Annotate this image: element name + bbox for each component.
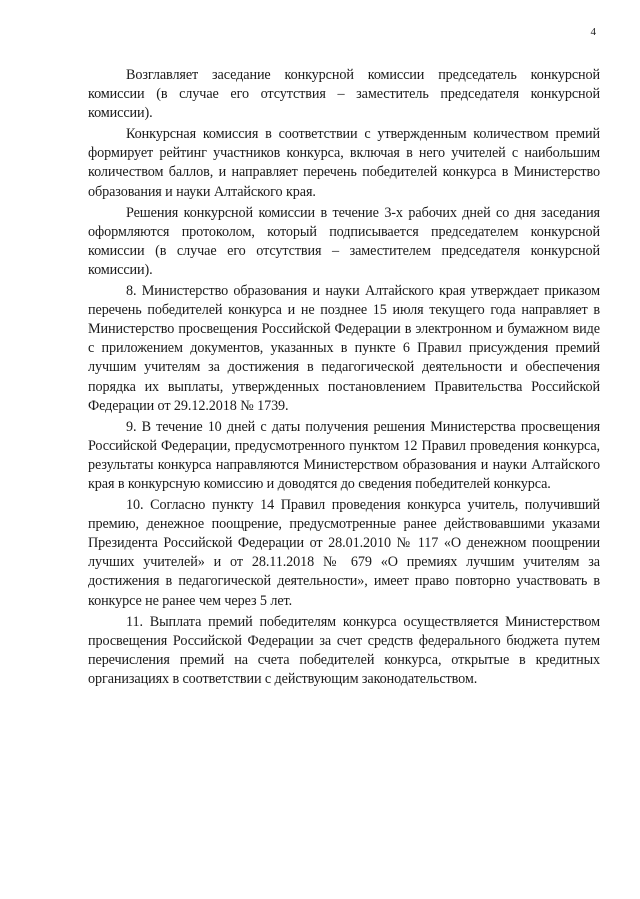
page-number: 4 [590,26,596,38]
paragraph-item-8: 8. Министерство образования и науки Алтайского края утверждает приказом перечень победителей конкурса и не позднее 15 июля текущего года направляет в Министерство просвещения Российской Федерации в электронном и бумажном виде с приложением документов, указанных в пункте 6 Правил присуждения премий лучшим учителям за достижения в педагогической деятельности и обеспечения порядка их выплаты, утвержденных постановлением Правительства Российской Федерации от 29.12.2018 № 1739. [88,283,600,414]
paragraph-commission-chair: Возглавляет заседание конкурсной комиссии председатель конкурсной комиссии (в случае его отсутствия – заместитель председателя конкурсной комиссии). [88,67,600,122]
document-body [88,66,600,691]
paragraph-rating: Конкурсная комиссия в соответствии с утвержденным количеством премий формирует рейтинг участников конкурса, включая в него учителей с наибольшим количеством баллов, и направляет перечень победителей конкурса в Министерство образования и науки Алтайского края. [88,126,600,200]
paragraph-item-10: 10. Согласно пункту 14 Правил проведения конкурса учитель, получивший премию, денежное поощрение, предусмотренные ранее действовавшими указами Президента Российской Федерации от 28.01.2010 № 117 «О денежном поощрении лучших учителей» и от 28.11.2018 № 679 «О премиях лучшим учителям за достижения в педагогической деятельности», имеет право повторно участвовать в конкурсе не ранее чем через 5 лет. [88,497,600,609]
paragraph-item-11: 11. Выплата премий победителям конкурса осуществляется Министерством просвещения Российской Федерации за счет средств федерального бюджета путем перечисления премий на счета победителей конкурса, открытые в кредитных организациях в соответствии с действующим законодательством. [88,613,600,687]
paragraph-protocol: Решения конкурсной комиссии в течение 3-х рабочих дней со дня заседания оформляются протоколом, который подписывается председателем конкурсной комиссии (в случае его отсутствия – заместителем председателя конкурсной комиссии). [88,204,600,278]
paragraph-item-9: 9. В течение 10 дней с даты получения решения Министерства просвещения Российской Федерации, предусмотренного пунктом 12 Правил проведения конкурса, результаты конкурса направляются Министерством образования и науки Алтайского края в конкурсную комиссию и доводятся до сведения победителей конкурса. [88,418,600,492]
